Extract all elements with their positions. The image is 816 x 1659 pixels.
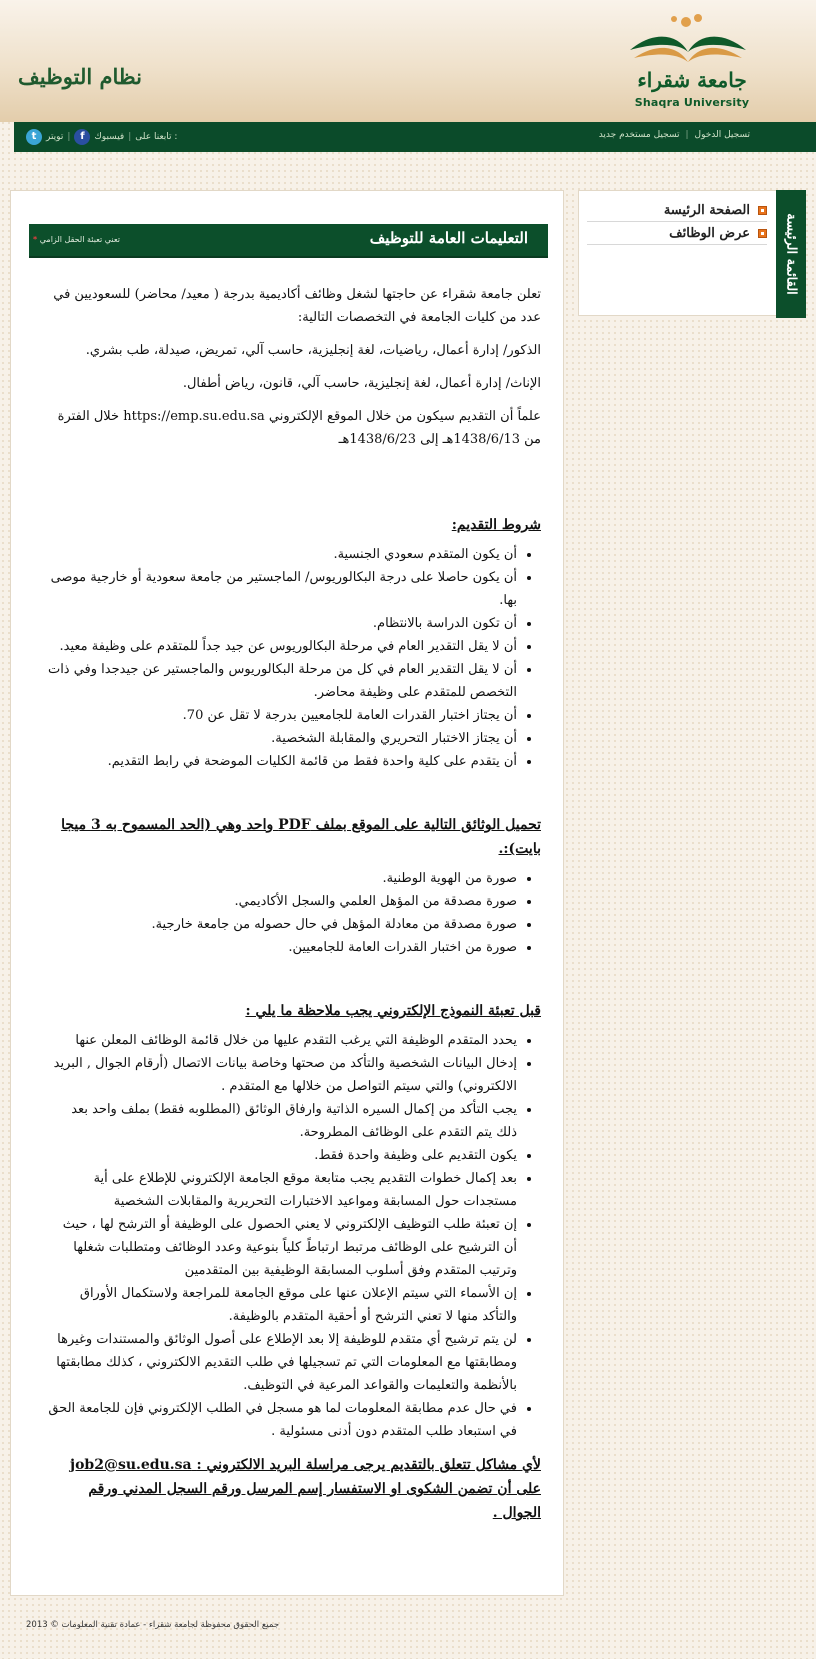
instructions-content: [47, 283, 541, 1525]
logo-arabic-text: جامعة شقراء: [637, 68, 747, 92]
facebook-icon: f: [74, 129, 90, 145]
university-logo[interactable]: [624, 12, 752, 112]
twitter-icon: t: [26, 129, 42, 145]
sidebar-menu: [578, 190, 806, 316]
main-menu-tab: [776, 190, 806, 318]
conditions-title: شروط التقديم:: [451, 517, 541, 533]
list-item: • أن لا يقل التقدير العام في كل من مرحلة البكالوريوس والماجستير عن جيدجدا وفي ذات التخصص للمتقدم على وظيفة محاضر.: [47, 658, 517, 704]
contact-info: [47, 1453, 541, 1525]
main-content-panel: [10, 190, 564, 1596]
list-item: • إدخال البيانات الشخصية والتأكد من صحتها وخاصة بيانات الاتصال (أرقام الجوال , البريد الالكتروني) والتي سيتم التواصل من خلالها مع المتقدم .: [47, 1052, 517, 1098]
list-item: • صورة من الهوية الوطنية.: [47, 867, 517, 890]
page-title: التعليمات العامة للتوظيف: [369, 229, 528, 247]
documents-title: تحميل الوثائق التالية على الموقع بملف PDF واحد وهي (الحد المسموح به 3 ميجا بايت):.: [61, 817, 541, 857]
required-star-icon: *: [33, 235, 38, 244]
spacer: [47, 461, 541, 513]
facebook-link[interactable]: [74, 129, 90, 145]
follow-us-label: تابعنا على :: [135, 132, 178, 142]
list-item: • أن لا يقل التقدير العام في مرحلة البكالوريوس عن جيد جداً للمتقدم على وظيفة معيد.: [47, 635, 517, 658]
notes-title: قبل تعبئة النموذج الإلكتروني يجب ملاحظة ما يلي :: [245, 1003, 541, 1019]
list-item: • أن تكون الدراسة بالانتظام.: [47, 612, 517, 635]
social-links: [26, 129, 177, 145]
contact-post: على أن تضمن الشكوى او الاستفسار إسم المرسل ورقم السجل المدني ورقم الجوال .: [88, 1481, 541, 1521]
site-title: نظام التوظيف: [18, 64, 142, 89]
apply-note-post: خلال الفترة من 1438/6/13هـ إلى 1438/6/23هـ: [57, 409, 541, 447]
menu-item-home[interactable]: [587, 199, 767, 222]
top-navbar: [14, 122, 816, 152]
intro-text: تعلن جامعة شقراء عن حاجتها لشغل وظائف أكاديمية بدرجة ( معيد/ محاضر) للسعوديين في عدد من كليات الجامعة في التخصصات التالية:: [53, 287, 541, 325]
register-link[interactable]: تسجيل مستخدم جديد: [598, 130, 680, 140]
bullet-icon: [758, 229, 767, 238]
list-item: • صورة مصدقة من المؤهل العلمي والسجل الأكاديمي.: [47, 890, 517, 913]
list-item: • يجب التأكد من إكمال السيره الذاتية وارفاق الوثائق (المطلوبه فقط) بملف واحد بعد ذلك يتم التقدم على الوظائف المطروحة.: [47, 1098, 517, 1144]
apply-url[interactable]: https://emp.su.edu.sa: [123, 409, 265, 424]
list-item: • صورة من اختبار القدرات العامة للجامعيين.: [47, 936, 517, 959]
documents-list: [47, 867, 541, 959]
list-item: • أن يكون حاصلا على درجة البكالوريوس/ الماجستير من جامعة سعودية أو خارجية موصى بها.: [47, 566, 517, 612]
menu-item-label: الصفحة الرئيسة: [663, 202, 750, 218]
list-item: • إن الأسماء التي سيتم الإعلان عنها على موقع الجامعة للمراجعة ولاستكمال الأوراق والتأكد منها لا تعني الترشح أو أحقية المتقدم بالوظيفة.: [47, 1282, 517, 1328]
divider: |: [685, 130, 689, 140]
divider: |: [67, 132, 71, 142]
menu-item-jobs[interactable]: [587, 222, 767, 245]
spacer: [47, 959, 541, 999]
login-link[interactable]: تسجيل الدخول: [694, 130, 750, 140]
list-item: • أن يجتاز الاختبار التحريري والمقابلة الشخصية.: [47, 727, 517, 750]
contact-email-link[interactable]: job2@su.edu.sa: [70, 1457, 192, 1473]
spacer: [47, 1443, 541, 1453]
spacer: [47, 773, 541, 813]
conditions-list: [47, 543, 541, 773]
menu-list: [587, 199, 767, 245]
males-specialties: الذكور/ إدارة أعمال، رياضيات، لغة إنجليزية، حاسب آلي، تمريض، صيدلة، طب بشري.: [85, 343, 541, 358]
logo-english-text: Shaqra University: [634, 96, 750, 109]
book-logo-icon: [624, 12, 752, 72]
apply-note-pre: علماً أن التقديم سيكون من خلال الموقع الإلكتروني: [268, 409, 541, 424]
list-item: • أن يجتاز اختبار القدرات العامة للجامعيين بدرجة لا تقل عن 70.: [47, 704, 517, 727]
list-item: • أن يتقدم على كلية واحدة فقط من قائمة الكليات الموضحة في رابط التقديم.: [47, 750, 517, 773]
bullet-icon: [758, 206, 767, 215]
list-item: • أن يكون المتقدم سعودي الجنسية.: [47, 543, 517, 566]
divider: |: [128, 132, 132, 142]
main-menu-tab-label: القائمة الرئيسة: [783, 213, 799, 295]
twitter-link[interactable]: [26, 129, 42, 145]
list-item: • إن تعبئة طلب التوظيف الإلكتروني لا يعني الحصول على الوظيفة أو الترشح لها ، حيث أن الترشيح على الوظائف مرتبط ارتباطً كلياً بنوعية وعدد الوظائف ومتطلبات شغلها وترتيب المتقدم وفق أسلوب المسابقة الوظيفية بين المتقدمين: [47, 1213, 517, 1282]
apply-period-note: [47, 405, 541, 451]
list-item: • يحدد المتقدم الوظيفة التي يرغب التقدم عليها من خلال قائمة الوظائف المعلن عنها: [47, 1029, 517, 1052]
site-header: [0, 0, 816, 122]
required-note-text: تعني تعبئة الحقل الزامي: [39, 235, 120, 244]
list-item: • يكون التقديم على وظيفة واحدة فقط.: [47, 1144, 517, 1167]
facebook-label[interactable]: فيسبوك: [94, 132, 125, 142]
twitter-label[interactable]: تويتر: [46, 132, 64, 142]
section-header: [29, 224, 548, 258]
list-item: • بعد إكمال خطوات التقديم يجب متابعة موقع الجامعة الإلكتروني للإطلاع على أية مستجدات حول المسابقة ومواعيد الاختبارات التحريرية والمقابلات الشخصية: [47, 1167, 517, 1213]
list-item: • صورة مصدقة من معادلة المؤهل في حال حصوله من جامعة خارجية.: [47, 913, 517, 936]
account-links: [599, 130, 750, 140]
contact-pre: لأي مشاكل تتعلق بالتقديم يرجى مراسلة البريد الالكتروني :: [196, 1457, 541, 1473]
females-specialties: الإناث/ إدارة أعمال، لغة إنجليزية، حاسب آلي، قانون، رياض أطفال.: [182, 376, 541, 391]
notes-list: [47, 1029, 541, 1443]
footer-copyright: جميع الحقوق محفوظة لجامعة شقراء - عمادة تقنية المعلومات © 2013: [26, 1620, 280, 1630]
required-note: [33, 235, 120, 244]
list-item: • لن يتم ترشيح أي متقدم للوظيفة إلا بعد الإطلاع على أصول الوثائق والمستندات وغيرها ومطابقتها مع المعلومات التي تم تسجيلها في طلب التقديم الالكتروني ، كذلك مطابقتها بالأنظمة والتعليمات والقواعد المرعية في التوظيف.: [47, 1328, 517, 1397]
menu-item-label: عرض الوظائف: [669, 225, 750, 241]
list-item: • في حال عدم مطابقة المعلومات لما هو مسجل في الطلب الإلكتروني فإن للجامعة الحق في استبعاد طلب المتقدم دون أدنى مسئولية .: [47, 1397, 517, 1443]
